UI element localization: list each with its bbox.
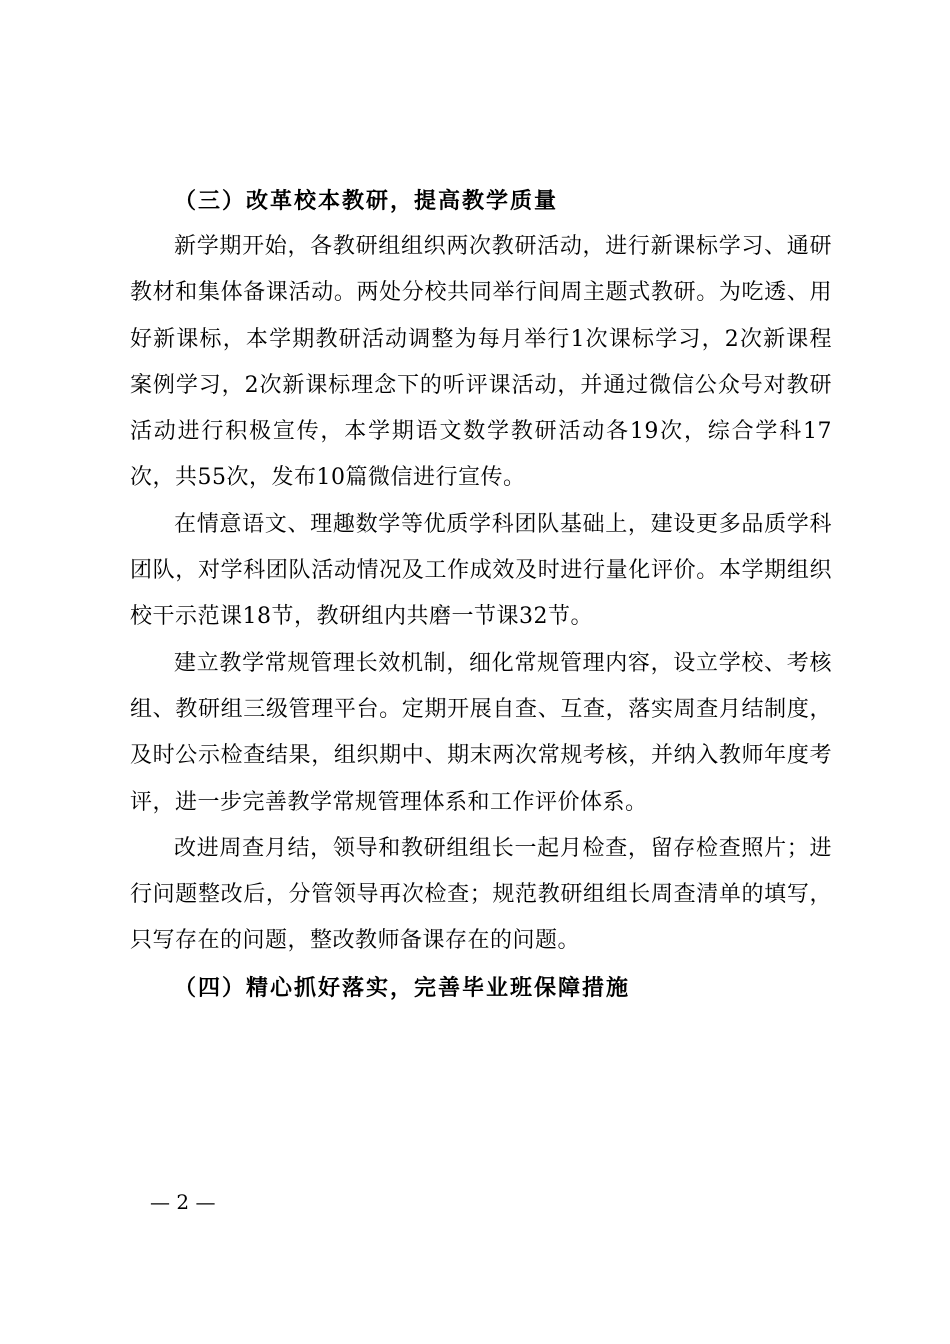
- section-heading-4: （四）精心抓好落实，完善毕业班保障措施: [174, 974, 631, 1001]
- paragraph-weekly-monthly-check: 改进周查月结，领导和教研组组长一起月检查，留存检查照片；进行问题整改后，分管领导再次检查；规范教研组组长周查清单的填写，只写存在的问题，整改教师备课存在的问题。: [130, 835, 832, 954]
- document-body: [130, 178, 832, 1011]
- paragraph-subject-teams: 在情意语文、理趣数学等优质学科团队基础上，建设更多品质学科团队，对学科团队活动情况及工作成效及时进行量化评价。本学期组织校干示范课18节，教研组内共磨一节课32节。: [130, 511, 832, 630]
- paragraph-routine-management: 建立教学常规管理长效机制，细化常规管理内容，设立学校、考核组、教研组三级管理平台。定期开展自查、互查，落实周查月结制度，及时公示检查结果，组织期中、期末两次常规考核，并纳入教师年度考评，进一步完善教学常规管理体系和工作评价体系。: [130, 650, 832, 815]
- section-heading-3: （三）改革校本教研，提高教学质量: [174, 188, 559, 214]
- page-number: — 2 —: [150, 1190, 216, 1214]
- paragraph-teaching-research-activities: 新学期开始，各教研组组织两次教研活动，进行新课标学习、通研教材和集体备课活动。两处分校共同举行间周主题式教研。为吃透、用好新课标，本学期教研活动调整为每月举行1次课标学习，2次新课程案例学习，2次新课标理念下的听评课活动，并通过微信公众号对教研活动进行积极宣传，本学期语文数学教研活动各19次，综合学科17次，共55次，发布10篇微信进行宣传。: [130, 234, 832, 491]
